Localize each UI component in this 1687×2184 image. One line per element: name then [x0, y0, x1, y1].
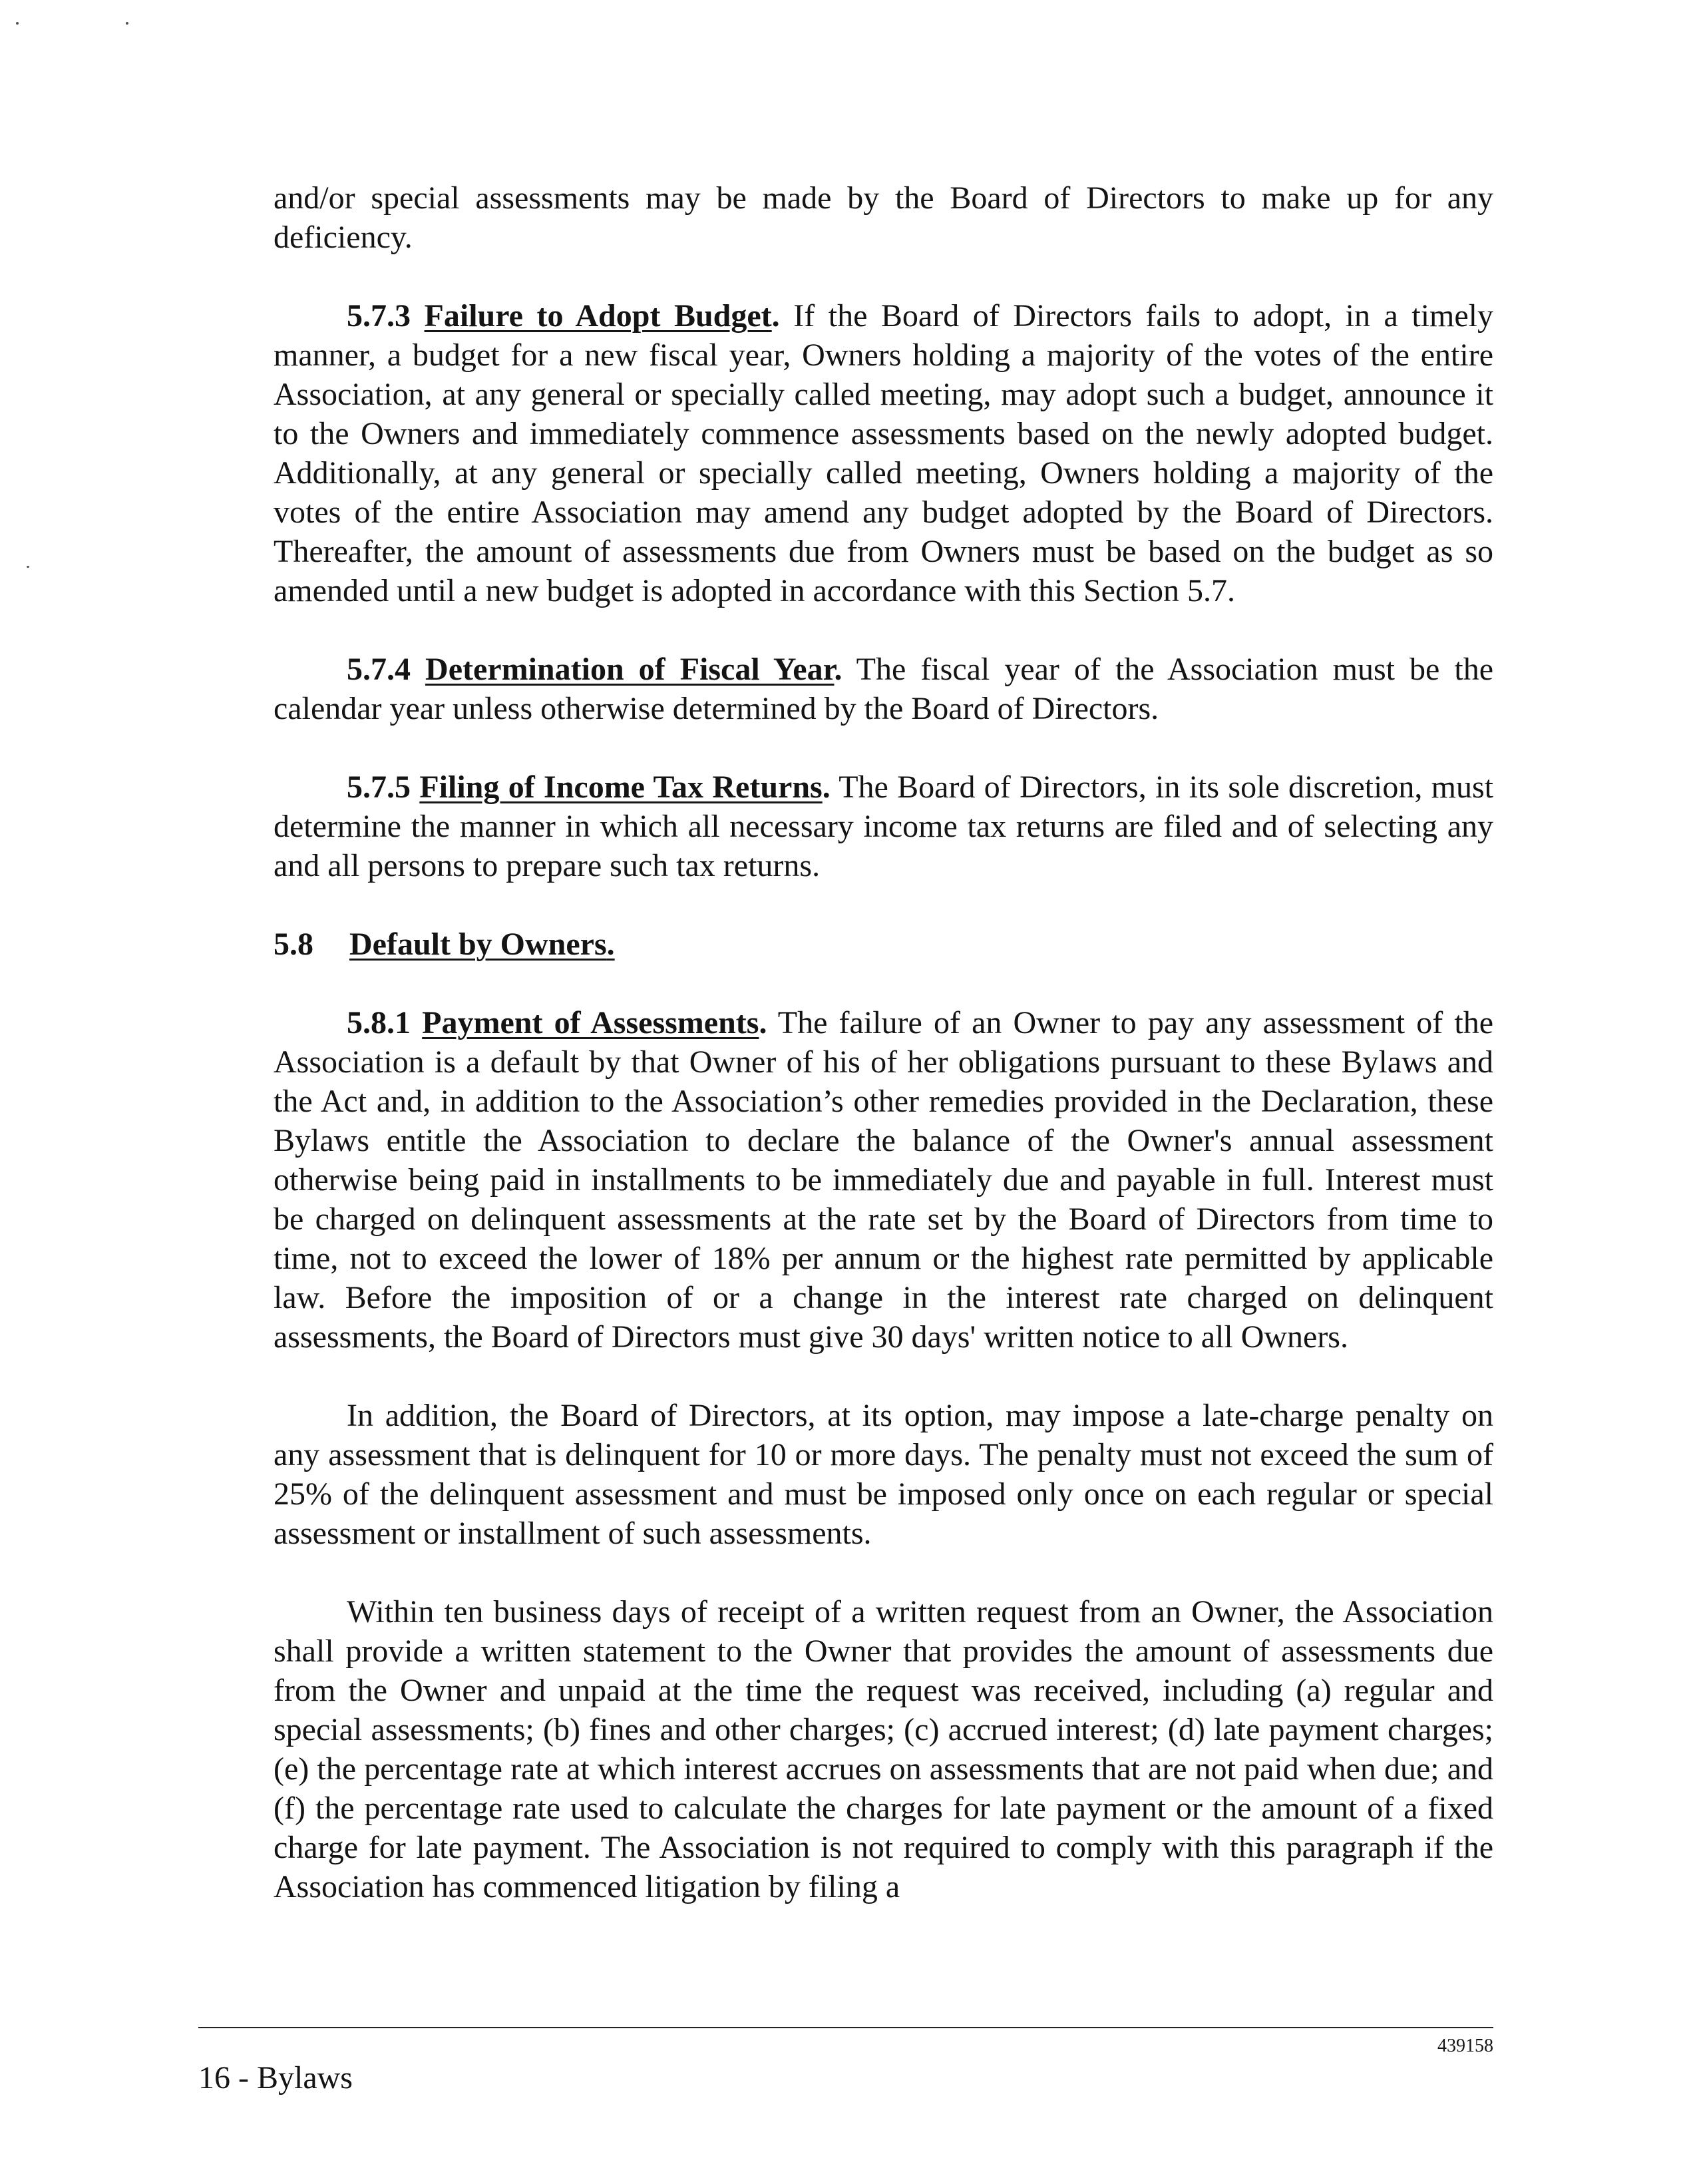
section-text: The failure of an Owner to pay any assessment of the Association is a default by that Owner of his of her obligations pursuant to these Bylaws and the Act and, in addition to the Association’s other remedies provided in the Declaration, these Bylaws entitle the Association to declare the balance of the Owner's annual assessment otherwise being paid in installments to be immediately due and payable in full. Interest must be charged on delinquent assessments at the rate set by the Board of Directors from time to time, not to exceed the lower of 18% per annum or the highest rate permitted by applicable law. Before the imposition of or a change in the interest rate charged on delinquent assessments, the Board of Directors must give 30 days' written notice to all Owners. — [274, 1005, 1494, 1355]
paragraph-continuation — [274, 178, 1493, 257]
scan-speck — [16, 22, 19, 25]
paragraph-written-statement — [274, 1592, 1493, 1906]
section-5-8-heading: 5.8 Default by Owners. — [274, 925, 1493, 964]
section-text: The Board of Directors, in its sole discretion, must determine the manner in which all necessary income tax returns are filed and of selecting any and all persons to prepare such tax returns. — [274, 769, 1494, 883]
section-heading: Determination of Fiscal Year — [425, 652, 835, 687]
section-number: 5.8 — [274, 927, 313, 962]
section-5-7-5: 5.7.5 Filing of Income Tax Returns. The Board of Directors, in its sole discretion, must determine the manner in which all necessary income tax returns are filed and of selecting any and all persons to prepare such tax returns. — [274, 769, 1494, 883]
scan-speck — [126, 22, 128, 25]
section-5-8-1: 5.8.1 Payment of Assessments. The failure of an Owner to pay any assessment of the Association is a default by that Owner of his of her obligations pursuant to these Bylaws and the Act and, in addition to the Association’s other remedies provided in the Declaration, these Bylaws entitle the Association to declare the balance of the Owner's annual assessment otherwise being paid in installments to be immediately due and payable in full. Interest must be charged on delinquent assessments at the rate set by the Board of Directors from time to time, not to exceed the lower of 18% per annum or the highest rate permitted by applicable law. Before the imposition of or a change in the interest rate charged on delinquent assessments, the Board of Directors must give 30 days' written notice to all Owners. — [274, 1005, 1494, 1355]
section-number: 5.7.5 — [347, 769, 411, 805]
section-heading: Failure to Adopt Budget — [424, 298, 772, 333]
section-5-7-3: 5.7.3 Failure to Adopt Budget. If the Board of Directors fails to adopt, in a timely manner, a budget for a new fiscal year, Owners holding a majority of the votes of the entire Association, at any general or specially called meeting, may adopt such a budget, announce it to the Owners and immediately commence assessments based on the newly adopted budget. Additionally, at any general or specially called meeting, Owners holding a majority of the votes of the entire Association may amend any budget adopted by the Board of Directors. Thereafter, the amount of assessments due from Owners must be based on the budget as so amended until a new budget is adopted in accordance with this Section 5.7. — [274, 298, 1494, 608]
page-number-label: 16 - Bylaws — [198, 2060, 353, 2095]
scan-speck — [27, 566, 29, 568]
section-heading: Payment of Assessments — [422, 1005, 759, 1040]
section-text: The fiscal year of the Association must be the calendar year unless otherwise determined by the Board of Directors. — [274, 652, 1494, 726]
footer-divider — [198, 2027, 1493, 2028]
section-5-7-4: 5.7.4 Determination of Fiscal Year. The fiscal year of the Association must be the calendar year unless otherwise determined by the Board of Directors. — [274, 652, 1494, 726]
paragraph-late-charge — [274, 1396, 1493, 1553]
body-text — [274, 178, 1493, 1906]
paragraph-text: In addition, the Board of Directors, at its option, may impose a late-charge penalty on any assessment that is delinquent for 10 or more days. The penalty must not exceed the sum of 25% of the delinquent assessment and must be imposed only once on each regular or special assessment or installment of such assessments. — [274, 1398, 1493, 1551]
paragraph-text: Within ten business days of receipt of a written request from an Owner, the Association shall provide a written statement to the Owner that provides the amount of assessments due from the Owner and unpaid at the time the request was received, including (a) regular and special assessments; (b) fines and other charges; (c) accrued interest; (d) late payment charges; (e) the percentage rate at which interest accrues on assessments that are not paid when due; and (f) the percentage rate used to calculate the charges for late payment or the amount of a fixed charge for late payment. The Association is not required to comply with this paragraph if the Association has commenced litigation by filing a — [274, 1594, 1493, 1904]
section-text: If the Board of Directors fails to adopt, in a timely manner, a budget for a new fiscal year, Owners holding a majority of the votes of the entire Association, at any general or specially called meeting, may adopt such a budget, announce it to the Owners and immediately commence assessments based on the newly adopted budget. Additionally, at any general or specially called meeting, Owners holding a majority of the votes of the entire Association may amend any budget adopted by the Board of Directors. Thereafter, the amount of assessments due from Owners must be based on the budget as so amended until a new budget is adopted in accordance with this Section 5.7. — [274, 298, 1494, 608]
paragraph-text: and/or special assessments may be made by the Board of Directors to make up for any deficiency. — [274, 180, 1493, 255]
section-heading: Filing of Income Tax Returns — [419, 769, 823, 805]
section-heading: Default by Owners — [349, 927, 607, 962]
document-id: 439158 — [1437, 2036, 1493, 2056]
section-number: 5.7.4 — [347, 652, 411, 687]
section-number: 5.8.1 — [347, 1005, 411, 1040]
section-number: 5.7.3 — [347, 298, 411, 333]
